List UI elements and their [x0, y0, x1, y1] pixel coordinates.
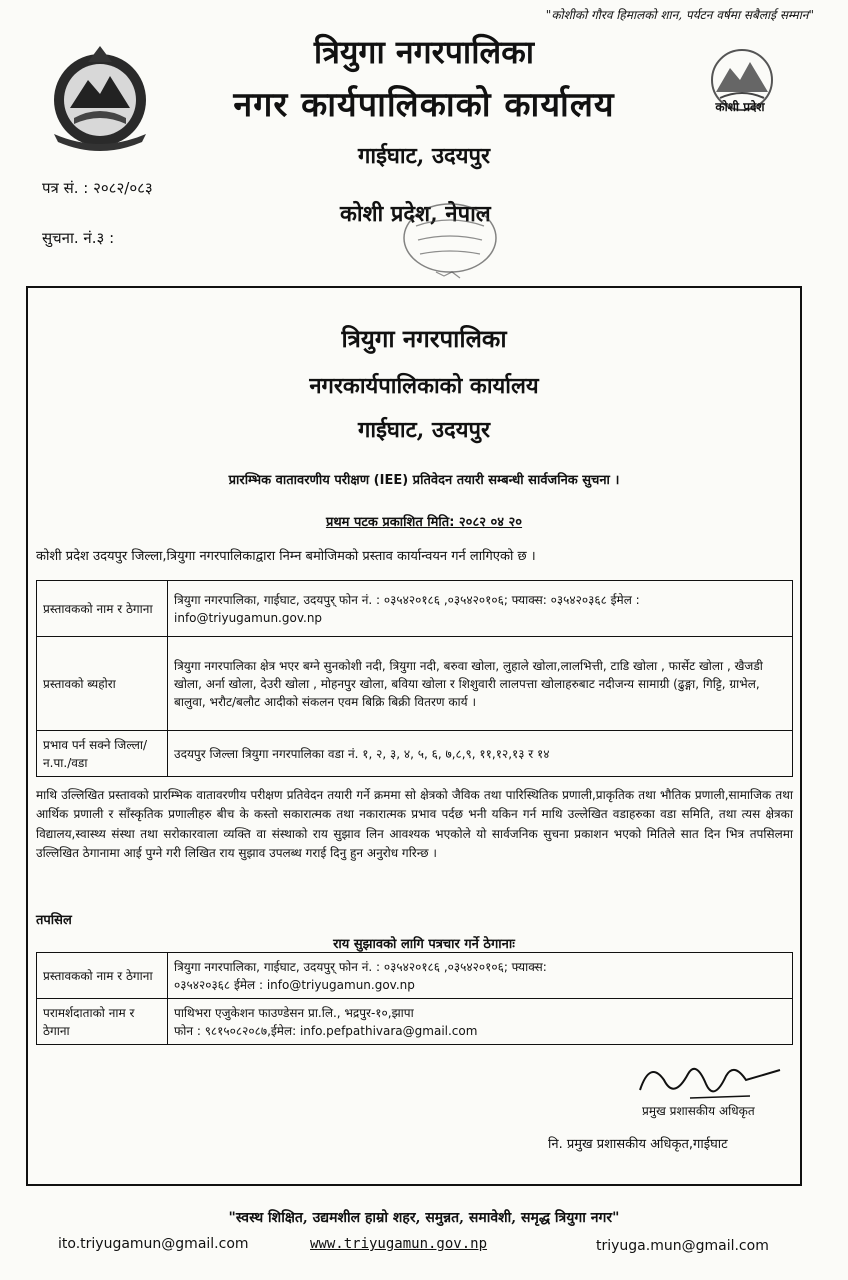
row-value: उदयपुर जिल्ला त्रियुगा नगरपालिका वडा नं. १, २, ३, ४, ५, ६, ७,८,९, ११,१२,१३ र १४: [168, 731, 793, 777]
footer-website-link[interactable]: www.triyugamun.gov.np: [310, 1236, 488, 1252]
signatory-title: प्रमुख प्रशासकीय अधिकृत: [642, 1104, 755, 1118]
notice-title: त्रियुगा नगरपालिका: [341, 324, 507, 353]
publication-date: [0, 512, 848, 530]
letter-number: पत्र सं. : २०८२/०८३: [42, 179, 153, 197]
handwritten-signature: [630, 1050, 790, 1110]
row-label: प्रस्तावकको नाम र ठेगाना: [37, 581, 168, 637]
table-row: [37, 953, 793, 999]
table-row: [37, 731, 793, 777]
contact-table: [36, 952, 793, 1045]
table-row: [37, 637, 793, 731]
notice-office: नगरकार्यपालिकाको कार्यालय: [309, 373, 539, 399]
office-title: त्रियुगा नगरपालिका: [313, 33, 535, 71]
tapsil-heading: तपसिल: [36, 913, 72, 928]
row-value: [168, 953, 793, 999]
signatory-name: नि. प्रमुख प्रशासकीय अधिकृत,गाईघाट: [548, 1137, 728, 1152]
office-location: गाईघाट, उदयपुर: [358, 143, 490, 169]
koshi-logo-caption: कोशी प्रदेश: [715, 100, 765, 114]
feedback-address-heading: राय सुझावको लागि पत्रचार गर्ने ठेगानाः: [333, 937, 515, 952]
publication-date-text: प्रथम पटक प्रकाशित मिति: २०८२ ०४ २०: [325, 515, 523, 530]
notice-intro: कोशी प्रदेश उदयपुर जिल्ला,त्रियुगा नगरपालिकाद्वारा निम्न बमोजिमको प्रस्ताव कार्यान्वयन गर्न लागिएको छ ।: [36, 549, 536, 564]
row-value: [168, 999, 793, 1045]
header-tagline: "कोशीको गौरव हिमालको शान, पर्यटन वर्षमा सबैलाई सम्मान": [545, 8, 814, 22]
footer-email-right[interactable]: triyuga.mun@gmail.com: [596, 1238, 769, 1254]
row-value: त्रियुगा नगरपालिका, गाईघाट, उदयपुर् फोन नं. : ०३५४२०१८६ ,०३५४२०१०६; फ्याक्स: ०३५४२०३६८ ईमेल : info@triyugamun.gov.np: [168, 581, 793, 637]
notice-subject: प्रारम्भिक वातावरणीय परीक्षण (IEE) प्रतिवेदन तयारी सम्बन्धी सार्वजनिक सुचना ।: [228, 473, 620, 488]
footer-slogan: "स्वस्थ शिक्षित, उद्यमशील हाम्रो शहर, समुन्नत, समावेशी, समृद्ध त्रियुगा नगर": [228, 1210, 620, 1226]
footer-email-left[interactable]: ito.triyugamun@gmail.com: [58, 1236, 249, 1252]
notice-location: गाईघाट, उदयपुर: [358, 417, 490, 443]
notice-paragraph: माथि उल्लिखित प्रस्तावको प्रारम्भिक वातावरणीय परीक्षण प्रतिवेदन तयारी गर्ने क्रममा सो क्षेत्रको जैविक तथा पारिस्थितिक प्रणाली,प्राकृतिक तथा भौतिक प्रणाली,सामाजिक तथा आर्थिक प्रणाली र साँस्कृतिक प्रणालीहरु बीच के कस्तो सकारात्मक तथा नकारात्मक प्रभाव पर्दछ भनी यकिन गर्न माथि उल्लेखित वडाहरुका वडा समिति, तथा त्यस क्षेत्रका विद्यालय,स्वास्थ्य संस्था तथा सरोकारवाला व्यक्ति वा संस्थाको राय सुझाव लिन आवश्यक भएकोले यो सार्वजनिक सुचना प्रकाशन भएको मितिले सात दिन भित्र तपसिलमा उल्लिखित ठेगानामा आई पुग्ने गरी लिखित राय सुझाव उपलब्ध गराई दिनु हुन अनुरोध गरिन्छ ।: [36, 788, 793, 861]
row-label: परामर्शदाताको नाम र ठेगाना: [37, 999, 168, 1045]
table-row: [37, 999, 793, 1045]
row-value-line2: ०३५४२०३६८ ईमेल : info@triyugamun.gov.np: [174, 977, 415, 992]
row-label: प्रस्तावको ब्यहोरा: [37, 637, 168, 731]
row-label: प्रस्तावकको नाम र ठेगाना: [37, 953, 168, 999]
notice-number: सुचना. नं.३ :: [42, 229, 115, 247]
row-value-line1: पाथिभरा एजुकेशन फाउण्डेसन प्रा.लि., भद्रपुर-१०,झापा: [174, 1005, 414, 1020]
row-value-line2: फोन : ९८१५०८२०८७,ईमेल: info.pefpathivara@gmail.com: [174, 1023, 478, 1038]
table-row: [37, 581, 793, 637]
office-stamp: [396, 196, 504, 286]
row-value: त्रियुगा नगरपालिका क्षेत्र भएर बग्ने सुनकोशी नदी, त्रियुगा नदी, बरुवा खोला, लुहाले खोला,लालभित्ती, टाडि खोला , फार्सेट खोला , खैजडी खोला, अर्ना खोला, देउरी खोला , मोहनपुर खोला, बविया खोला र शिशुवारी लालपत्ता खोलाहरुबाट नदीजन्य सामाग्री (ढुङ्गा, गिट्टि, ग्राभेल, बालुवा, भरौट/बलौट आदीको संकलन एवम बिक्रि बिक्री वितरण कार्य ।: [168, 637, 793, 731]
row-value-line1: त्रियुगा नगरपालिका, गाईघाट, उदयपुर् फोन नं. : ०३५४२०१८६ ,०३५४२०१०६; फ्याक्स:: [174, 959, 547, 974]
proposal-table: [36, 580, 793, 777]
office-subtitle: नगर कार्यपालिकाको कार्यालय: [233, 85, 615, 125]
row-label: प्रभाव पर्न सक्ने जिल्ला/न.पा./वडा: [37, 731, 168, 777]
province-name: कोशी प्रदेश, नेपाल: [340, 201, 491, 227]
